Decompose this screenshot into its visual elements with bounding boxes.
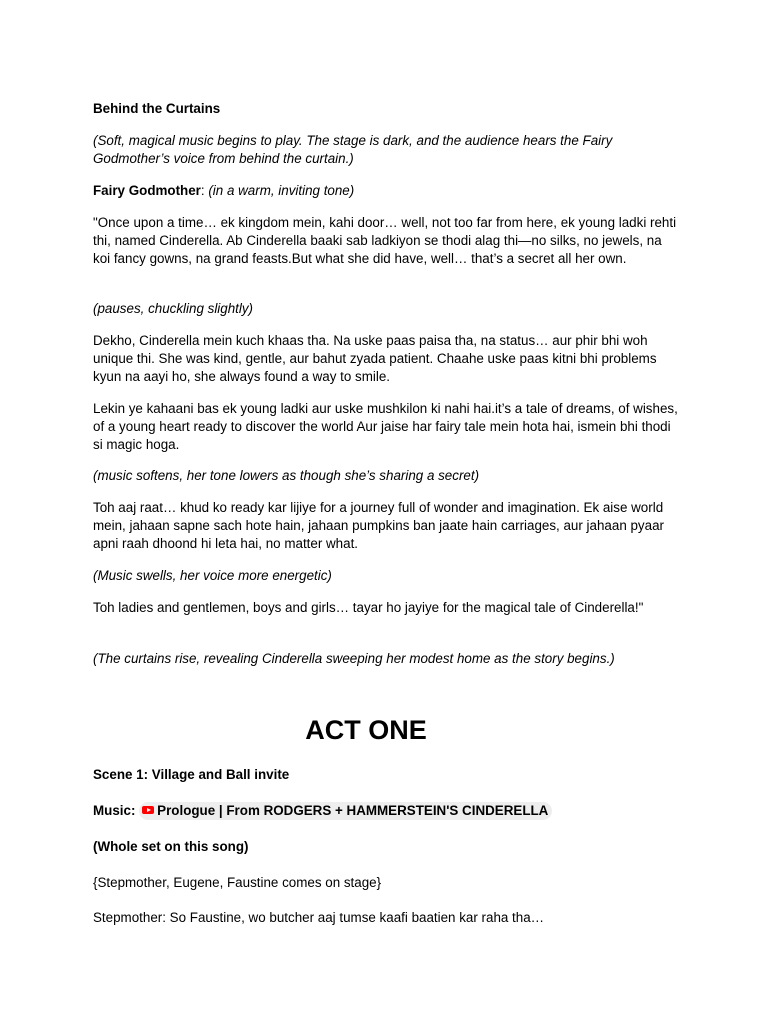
stage-direction-pause: (pauses, chuckling slightly) — [93, 301, 254, 316]
speaker-separator: : — [200, 183, 209, 198]
stage-direction-opening: (Soft, magical music begins to play. The stage is dark, and the audience hears the Fairy Godmother’s voice from behind the curtain.) — [93, 133, 613, 166]
dialogue-stepmother: Stepmother: So Faustine, wo butcher aaj tumse kaafi baatien kar raha tha… — [93, 910, 545, 925]
entrance-direction: {Stepmother, Eugene, Faustine comes on stage} — [93, 875, 382, 890]
stage-direction-softens: (music softens, her tone lowers as though she’s sharing a secret) — [93, 468, 480, 483]
dialogue-paragraph-4: Toh aaj raat… khud ko ready kar lijiye for a journey full of wonder and imagination. Ek aise world mein, jahaan sapne sach hote hain, jahaan pumpkins ban jaate hain carriages, aur jahaan pyaar apni raah dhoond hi leta hai, no matter what. — [93, 500, 664, 551]
dialogue-paragraph-2: Dekho, Cinderella mein kuch khaas tha. Na uske paas paisa tha, na status… aur phir bhi woh unique thi. She was kind, gentle, aur bahut zyada patient. Chaahe uske paas kitni bhi problems kyun na aayi ho, she always found a way to smile. — [93, 333, 657, 384]
set-note: (Whole set on this song) — [93, 839, 249, 854]
dialogue-paragraph-5: Toh ladies and gentlemen, boys and girls… tayar ho jayiye for the magical tale of Cinderella!" — [93, 600, 644, 615]
music-link-label: Prologue | From RODGERS + HAMMERSTEIN'S CINDERELLA — [157, 803, 549, 818]
scene-heading: Scene 1: Village and Ball invite — [93, 767, 290, 782]
act-one-title: ACT ONE — [305, 715, 427, 745]
music-link-chip[interactable] — [139, 802, 552, 820]
prologue-heading: Behind the Curtains — [93, 101, 221, 116]
stage-direction-swells: (Music swells, her voice more energetic) — [93, 568, 332, 583]
speaker-direction: (in a warm, inviting tone) — [208, 183, 355, 198]
music-line — [93, 802, 678, 820]
dialogue-paragraph-1: "Once upon a time… ek kingdom mein, kahi door… well, not too far from here, ek young ladki rehti thi, named Cinderella. Ab Cinderella baaki sab ladkiyon se thodi alag thi—no silks, no jewels, na koi fancy gowns, na grand feasts.But what she did have, well… that’s a secret all her own. — [93, 215, 677, 266]
music-label: Music: — [93, 803, 136, 818]
speaker-name: Fairy Godmother — [93, 183, 201, 198]
youtube-icon — [142, 806, 154, 814]
dialogue-paragraph-3: Lekin ye kahaani bas ek young ladki aur uske mushkilon ki nahi hai.it’s a tale of dreams, of wishes, of a young heart ready to discover the world Aur jaise har fairy tale mein hota hai, ismein bhi thodi si magic hoga. — [93, 401, 678, 452]
stage-direction-curtains-rise: (The curtains rise, revealing Cinderella sweeping her modest home as the story begins.) — [93, 651, 615, 666]
speaker-line — [93, 182, 678, 200]
